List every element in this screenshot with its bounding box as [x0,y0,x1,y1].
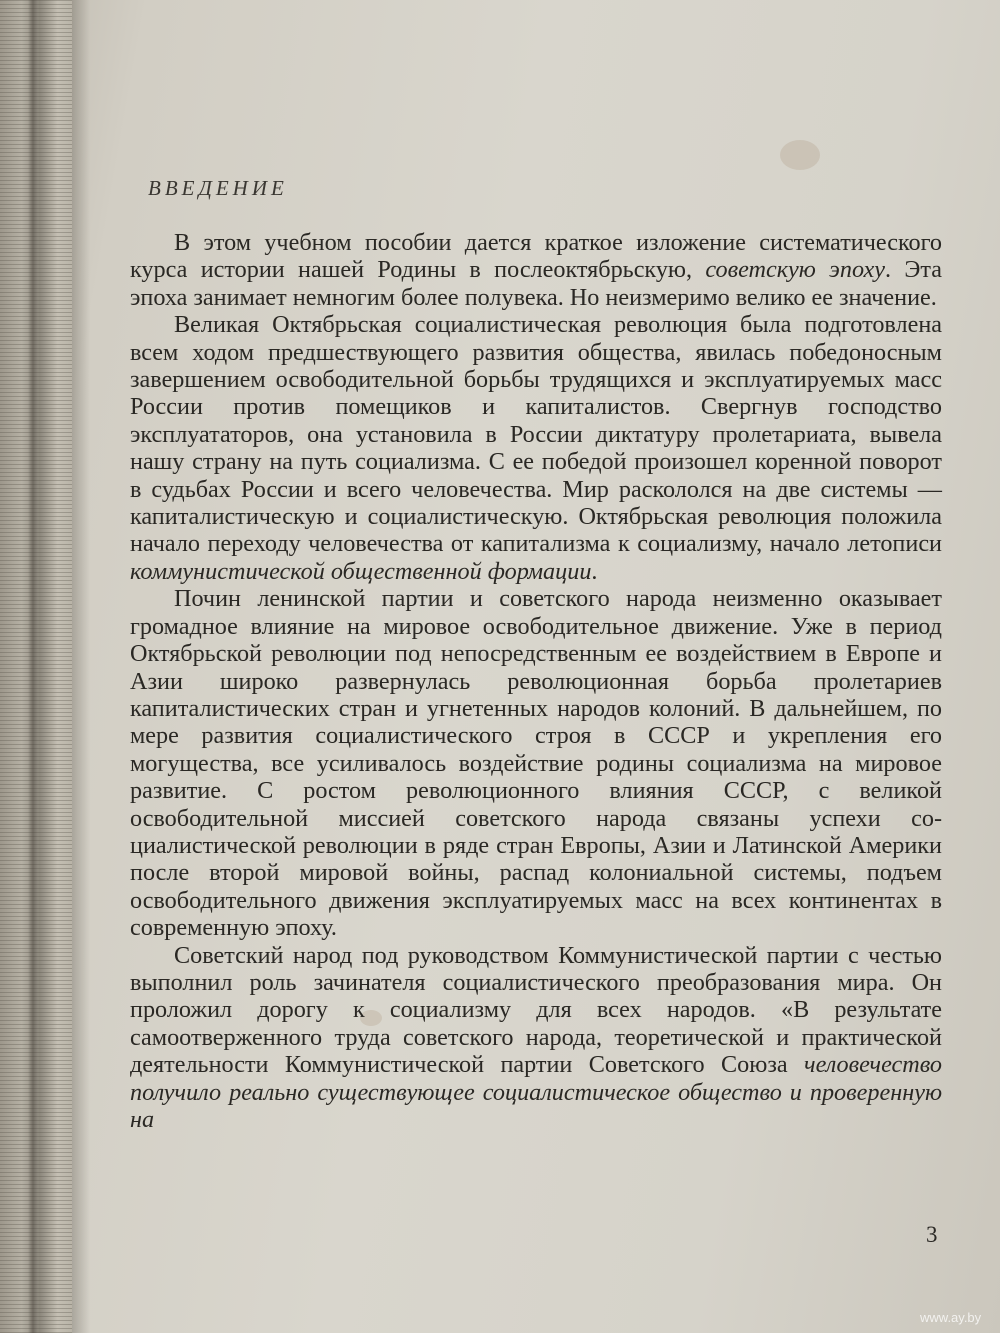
italic-run: советскую эпоху [705,256,886,284]
paper-stain [780,140,820,170]
italic-run: человечество получило реально существующее социалистическое общество и проверенную на [130,1051,942,1133]
text-run: . [591,557,598,585]
page-edge-shadow [72,0,90,1333]
text-run: Почин ленинской партии и советского народа неизменно оказывает громадное влияние на мировое освободительное движение. Уже в период Октябрьской революции под непосредственным ее воздействием в Европе и Азии широко развернулась революционная борьба пролетариев капиталистических стран и угнетенных народов колоний. В дальнейшем, по мере развития социалистического строя в СССР и укрепления его могущества, все усиливалось воздействие родины социализма на мировое развитие. С ростом революционного влияния СССР, с великой освободительной миссией советского народа связаны успехи социалистической революции в ряде стран Европы, Азии и Латинской Америки после второй мировой войны, распад колониальной системы, подъем освободительного движения эксплуатируемых масс на всех континентах в современную эпоху. [130,585,942,942]
paragraph [130,229,942,311]
text-run: Великая Октябрьская социалистическая революция была подготовлена всем ходом предшествующего развития общества, явилась победоносным завершением освободительной борьбы трудящихся и эксплуатируемых масс России против помещиков и капиталистов. Свергнув господство эксплуататоров, она установила в России диктатуру пролетариата, вывела нашу страну на путь социализма. С ее победой произошел коренной поворот в судьбах России и всего человечества. Мир раскололся на две системы — капиталистическую и социалистическую. Октябрьская революция положила начало переходу человечества от капитализма к социализму, начало летописи [130,311,942,558]
chapter-heading: ВВЕДЕНИЕ [148,176,288,200]
binding-shadow [28,0,38,1333]
text-run: В этом учебном пособии дается краткое изложение систематического курса истории нашей Родины в послеоктябрьскую, [130,229,942,284]
text-run: . Эта эпоха занимает немногим более полувека. Но неизмеримо велико ее значение. [130,256,942,311]
paragraph [130,311,942,585]
body-text [130,229,942,1133]
page-number: 3 [926,1222,938,1247]
paragraph [130,585,942,941]
watermark: www.ay.by [920,1310,982,1325]
italic-run: коммунистической общественной формации [130,557,592,585]
page-text-block [130,168,942,1133]
paragraph [130,942,942,1134]
text-run: Советский народ под руководством Коммунистической партии с честью выполнил роль зачинателя социалистического преобразования мира. Он проложил дорогу к социализму для всех народов. «В результате самоотверженного труда советского народа, теоретической и практической деятельности Коммунистической партии Советского Союза [130,941,942,1079]
